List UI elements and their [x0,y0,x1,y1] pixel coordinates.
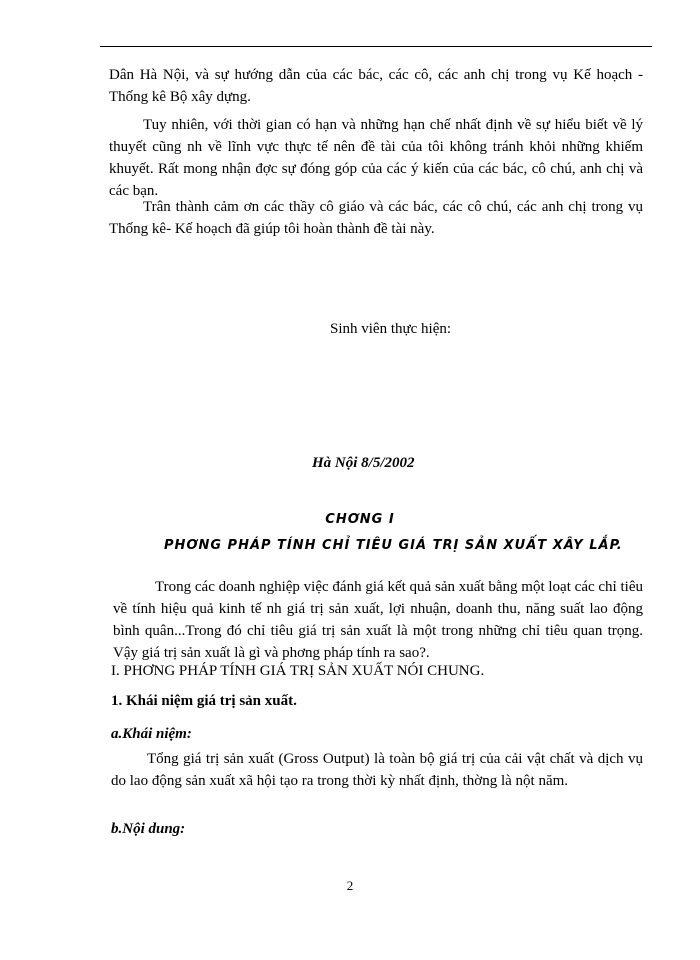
item-b-heading: b.Nội dung: [111,821,186,837]
place-date: Hà Nội 8/5/2002 [312,455,415,471]
item-a-heading: a.Khái niệm: [111,726,192,742]
paragraph-limitations: Tuy nhiên, với thời gian có hạn và những hạn chế nhất định về sự hiểu biết về lý thuyết cũng nh về lĩnh vực thực tế nên đề tài của tôi không tránh khỏi những khiếm khuyết. Rất mong nhận đợc sự đóng góp của các ý kiến của các bác, cô chú, anh chị và các bạn. [109,117,643,199]
header-rule [100,46,652,47]
chapter-title: PHƠNG PHÁP TÍNH CHỈ TIÊU GIÁ TRỊ SẢN XUẤT XÂY LẮP. [164,538,623,553]
intro-continuation: Dân Hà Nội, và sự hướng dẫn của các bác, các cô, các anh chị trong vụ Kế hoạch -Thống kê Bộ xây dựng. [109,67,643,105]
signature-label: Sinh viên thực hiện: [330,321,452,337]
page-number: 2 [346,878,354,893]
chapter-intro: Trong các doanh nghiệp việc đánh giá kết quả sản xuất bằng một loạt các chỉ tiêu về tính hiệu quả kinh tế nh giá trị sản xuất, lợi nhuận, doanh thu, năng suất lao động bình quân...Trong đó chỉ tiêu giá trị sản xuất là một trong những chỉ tiêu quan trọng. Vậy giá trị sản xuất là gì và phơng pháp tính ra sao?. [113,579,643,661]
section-heading-1: I. PHƠNG PHÁP TÍNH GIÁ TRỊ SẢN XUẤT NÓI CHUNG. [111,663,485,679]
subsection-heading-1: 1. Khái niệm giá trị sản xuất. [111,693,297,709]
item-a-text: Tổng giá trị sản xuất (Gross Output) là toàn bộ giá trị của cải vật chất và dịch vụ do lao động sản xuất xã hội tạo ra trong thời kỳ nhất định, thờng là nột năm. [111,751,643,789]
chapter-heading: CHƠNG I [325,512,395,527]
paragraph-thanks: Trân thành cảm ơn các thầy cô giáo và các bác, các cô chú, các anh chị trong vụ Thống kê- Kế hoạch đã giúp tôi hoàn thành đề tài này. [109,199,643,237]
